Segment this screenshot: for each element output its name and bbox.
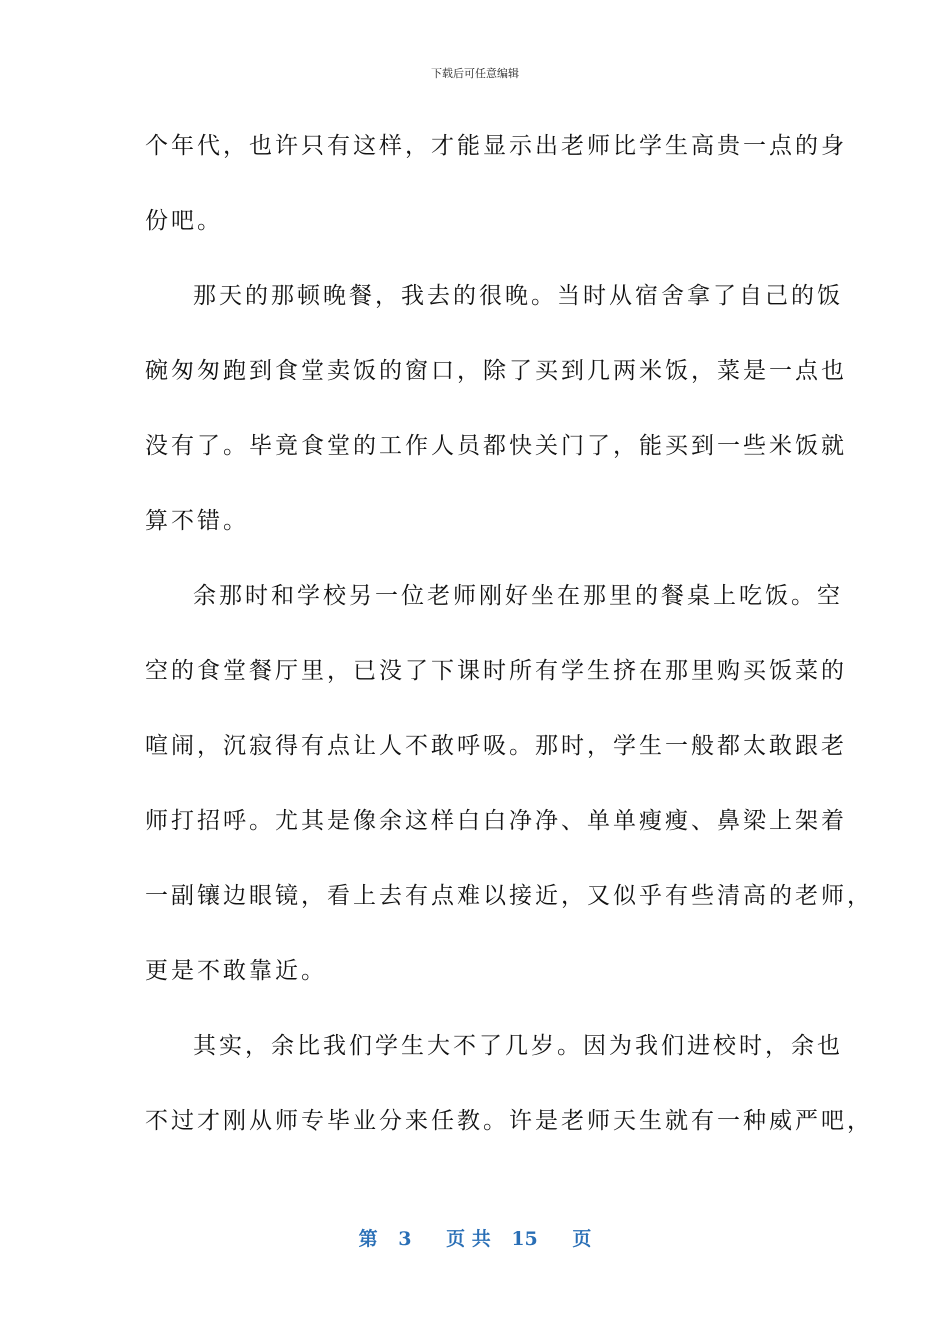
footer-current-page: 3 (398, 1228, 412, 1250)
text-line-1: 个年代，也许只有这样，才能显示出老师比学生高贵一点的身 (145, 133, 847, 159)
text-line-14: 不过才刚从师专毕业分来任教。许是老师天生就有一种威严吧， (145, 1108, 873, 1134)
footer-suffix: 页 (572, 1228, 592, 1250)
text-line-11: 一副镶边眼镜，看上去有点难以接近，又似乎有些清高的老师， (145, 883, 873, 909)
footer-prefix: 第 (358, 1228, 378, 1250)
text-line-7: 余那时和学校另一位老师刚好坐在那里的餐桌上吃饭。空 (193, 583, 843, 609)
text-line-5: 没有了。毕竟食堂的工作人员都快关门了，能买到一些米饭就 (145, 433, 847, 459)
text-line-10: 师打招呼。尤其是像余这样白白净净、单单瘦瘦、鼻梁上架着 (145, 808, 847, 834)
page-footer (0, 1226, 950, 1252)
text-line-12: 更是不敢靠近。 (145, 958, 327, 984)
footer-middle: 页 共 (446, 1228, 491, 1250)
text-line-13: 其实，余比我们学生大不了几岁。因为我们进校时，余也 (193, 1033, 843, 1059)
text-line-6: 算不错。 (145, 508, 249, 534)
text-line-3: 那天的那顿晚餐，我去的很晚。当时从宿舍拿了自己的饭 (193, 283, 843, 309)
page-header: 下载后可任意编辑 (431, 67, 519, 80)
text-line-9: 喧闹，沉寂得有点让人不敢呼吸。那时，学生一般都太敢跟老 (145, 733, 847, 759)
text-line-8: 空的食堂餐厅里，已没了下课时所有学生挤在那里购买饭菜的 (145, 658, 847, 684)
text-line-2: 份吧。 (145, 208, 223, 234)
document-body (145, 124, 873, 1174)
footer-total-pages: 15 (511, 1228, 538, 1250)
text-line-4: 碗匆匆跑到食堂卖饭的窗口，除了买到几两米饭，菜是一点也 (145, 358, 847, 384)
